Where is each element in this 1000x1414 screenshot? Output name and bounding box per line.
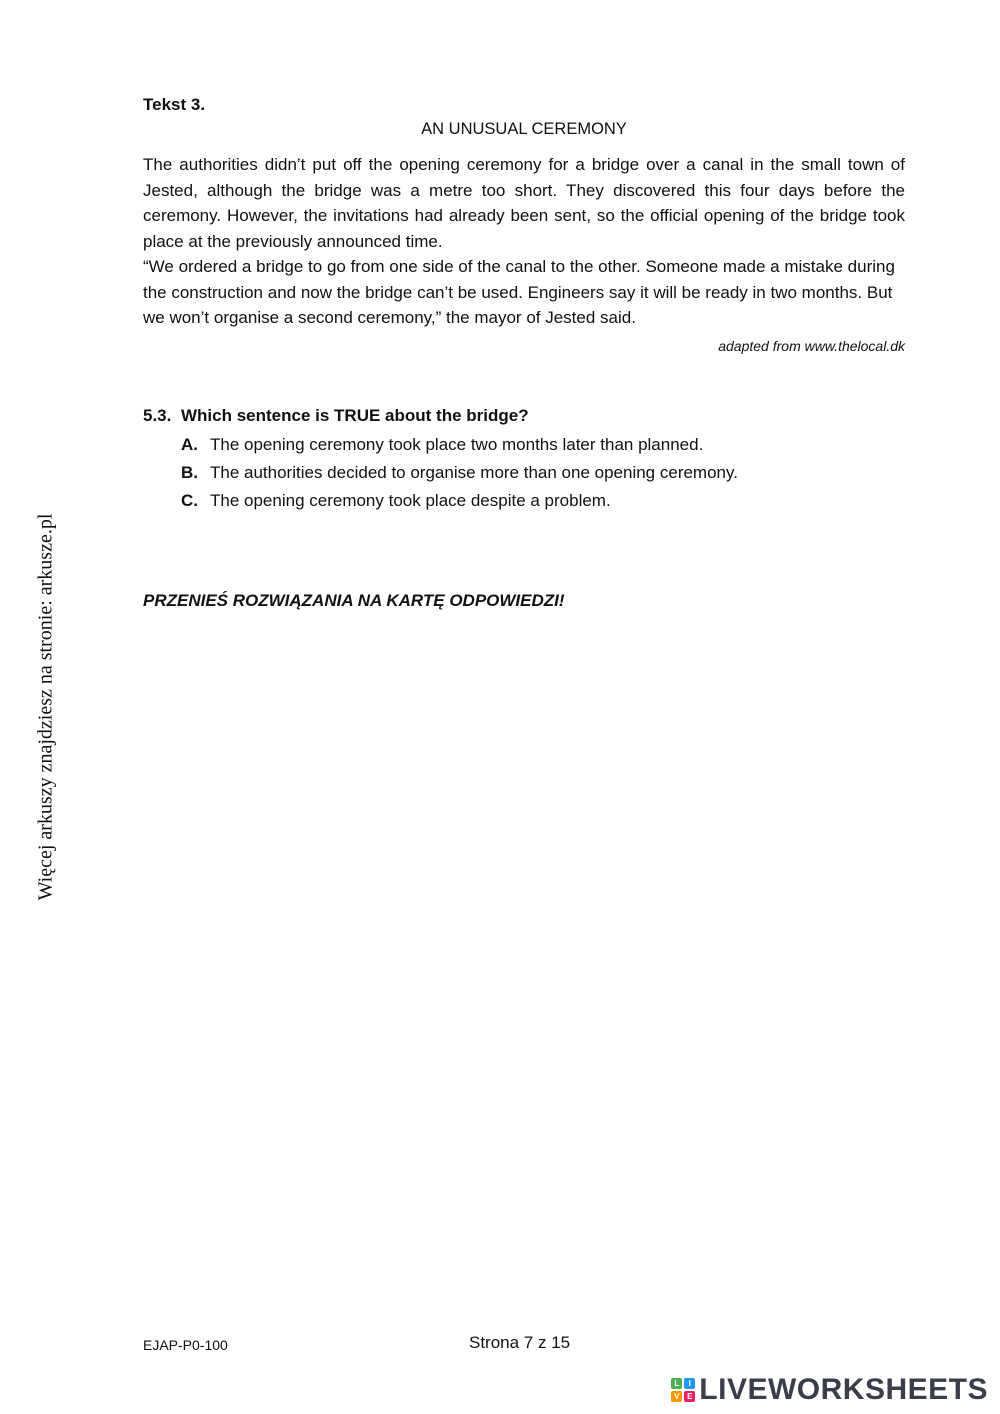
logo-tile-i: I xyxy=(684,1378,695,1389)
answer-option-a[interactable] xyxy=(181,433,738,461)
logo-tile-v: V xyxy=(671,1391,682,1402)
side-watermark-note: Więcej arkuszy znajdziesz na stronie: arkusze.pl xyxy=(34,513,57,901)
page-number: Strona 7 z 15 xyxy=(469,1333,571,1352)
answer-options xyxy=(181,433,738,517)
brand-logo-icon xyxy=(671,1378,695,1402)
transfer-instruction: PRZENIEŚ ROZWIĄZANIA NA KARTĘ ODPOWIEDZI! xyxy=(143,591,565,610)
answer-option-c[interactable] xyxy=(181,489,738,517)
answer-option-b[interactable] xyxy=(181,461,738,489)
question-heading xyxy=(143,406,529,426)
question-prompt: Which sentence is TRUE about the bridge? xyxy=(181,406,529,425)
text-paragraph-2: “We ordered a bridge to go from one side of the canal to the other. Someone made a mistake during the construction and now the bridge can’t be used. Engineers say it will be ready in two months. But we won’t organise a second ceremony,” the mayor of Jested said. xyxy=(143,257,895,328)
brand-name: LIVEWORKSHEETS xyxy=(699,1373,988,1406)
option-text: The opening ceremony took place two months later than planned. xyxy=(210,435,704,454)
text-paragraph-1: The authorities didn’t put off the opening ceremony for a bridge over a canal in the small town of Jested, although the bridge was a metre too short. They discovered this four days before the ceremony. However, the invitations had already been sent, so the official opening of the bridge took place at the previously announced time. xyxy=(143,155,905,251)
logo-tile-e: E xyxy=(684,1391,695,1402)
source-credit: adapted from www.thelocal.dk xyxy=(718,338,905,354)
exam-code: EJAP-P0-100 xyxy=(143,1337,228,1353)
option-text: The authorities decided to organise more than one opening ceremony. xyxy=(210,463,738,482)
text-label: Tekst 3. xyxy=(143,95,206,114)
text-title: AN UNUSUAL CEREMONY xyxy=(421,120,627,138)
liveworksheets-brand[interactable] xyxy=(671,1374,988,1406)
option-letter: C. xyxy=(181,491,198,510)
logo-tile-l: L xyxy=(671,1378,682,1389)
option-letter: A. xyxy=(181,435,198,454)
option-text: The opening ceremony took place despite a problem. xyxy=(210,491,611,510)
question-number: 5.3. xyxy=(143,406,172,425)
option-letter: B. xyxy=(181,463,198,482)
